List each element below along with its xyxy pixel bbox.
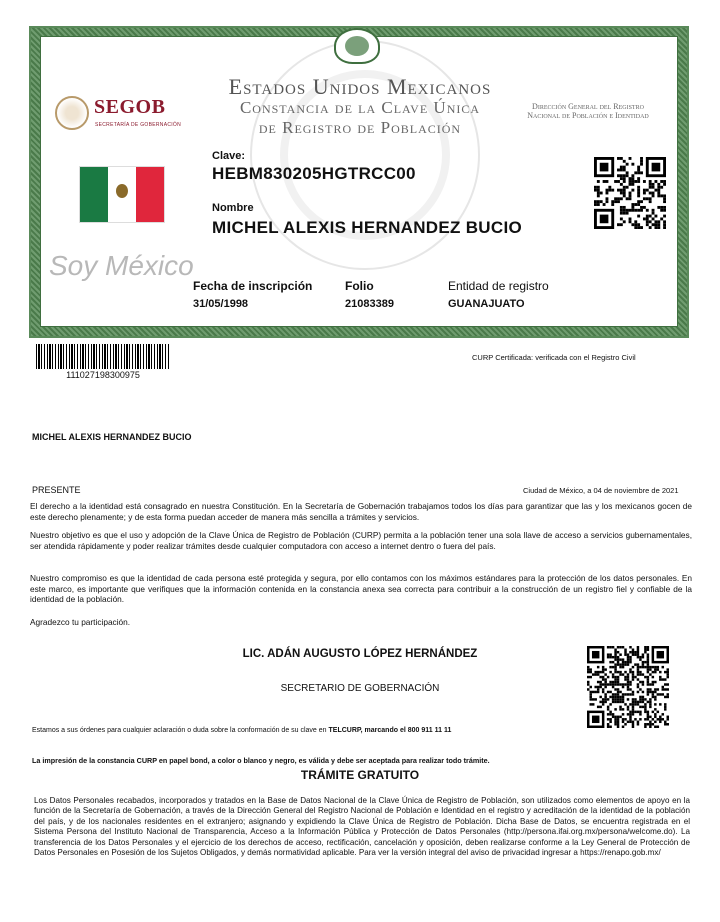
contact-line (32, 727, 451, 734)
print-validity-note: La impresión de la constancia CURP en papel bond, a color o blanco y negro, es válida y debe ser aceptada para realizar todo trámite. (32, 756, 490, 765)
telcurp-phone: TELCURP, marcando el 800 911 11 11 (328, 727, 452, 734)
clave-value: HEBM830205HGTRCC00 (212, 164, 416, 183)
soy-mexico-slogan: Soy México (49, 250, 194, 281)
clave-label: Clave: (212, 150, 246, 162)
presente-label: PRESENTE (32, 485, 81, 495)
paragraph-3: Nuestro compromiso es que la identidad de cada persona esté protegida y segura, por ello contamos con los máximos estándares para la protección de los datos personales. En este marco, es importante que verifiques que la información contenida en la constancia anexa sea correcta para contribuir a la construcción de un registro fiel y confiable de la identidad de la población. (30, 573, 692, 605)
entidad-label: Entidad de registro (448, 279, 549, 293)
free-procedure-title: TRÁMITE GRATUITO (300, 768, 420, 782)
thanks-text: Agradezco tu participación. (30, 617, 131, 627)
segob-seal-icon (55, 96, 89, 130)
country-title: Estados Unidos Mexicanos (228, 74, 492, 99)
folio-label: Folio (345, 279, 374, 293)
barcode-number: 111027198300975 (66, 370, 140, 380)
fecha-value: 31/05/1998 (193, 298, 249, 310)
segob-logo-subtitle: SECRETARÍA DE GOBERNACIÓN (95, 122, 182, 128)
nombre-value: MICHEL ALEXIS HERNANDEZ BUCIO (212, 218, 522, 237)
fecha-label: Fecha de inscripción (193, 279, 313, 293)
paragraph-1: El derecho a la identidad está consagrado en nuestra Constitución. En la Secretaría de Gobernación trabajamos todos los días para garantizar que las y los mexicanos gocen de este derecho plenamente; y de esta forma puedan acceder de manera más sencilla a trámites y servicios. (30, 501, 692, 522)
certificate-qr-code (594, 157, 666, 229)
segob-logo-text: SEGOB (94, 96, 166, 118)
national-crest-center (345, 36, 369, 56)
recipient-name: MICHEL ALEXIS HERNANDEZ BUCIO (32, 432, 192, 442)
nombre-label: Nombre (212, 202, 254, 214)
folio-value: 21083389 (345, 298, 394, 310)
barcode (36, 344, 170, 369)
place-date: Ciudad de México, a 04 de noviembre de 2021 (523, 486, 679, 495)
signer-name: LIC. ADÁN AUGUSTO LÓPEZ HERNÁNDEZ (242, 648, 478, 660)
mexican-flag-icon (79, 166, 165, 223)
paragraph-2: Nuestro objetivo es que el uso y adopción de la Clave Única de Registro de Población (CURP) permita a la población tener una sola llave de acceso a servicios gubernamentales, ser atendida rápidamente y poder realizar trámites desde cualquier computadora con acceso a internet dentro o fuera del país. (30, 530, 692, 551)
curp-certified-note: CURP Certificada: verificada con el Registro Civil (472, 353, 636, 362)
contact-prefix: Estamos a sus órdenes para cualquier aclaración o duda sobre la conformación de su clave en (32, 727, 329, 734)
registry-direction: Dirección General del Registro Nacional de Población e Identidad (527, 102, 649, 120)
document-title-line2: de Registro de Población (258, 118, 462, 137)
privacy-notice: Los Datos Personales recabados, incorporados y tratados en la Base de Datos Nacional de la Clave Única de Registro de Población, son utilizados como elementos de apoyo en la función de la Secretaría de Gobernación, a través de la Dirección General del Registro Nacional de Población e Identidad en el registro y acreditación de la identidad de la población del país, y de los nacionales residentes en el extranjero; asignando y expidiendo la Clave Única de Registro de Población. Dicha Base de Datos, se encuentra registrada en el Sistema Persona del Instituto Nacional de Transparencia, Acceso a la Información Pública y Protección de Datos Personales (http://persona.ifai.org.mx/persona/welcome.do). La transferencia de los Datos Personales y el ejercicio de los derechos de acceso, rectificación, cancelación y oposición, deben realizarse conforme a la Ley General de Protección de Datos Personales en Posesión de los Sujetos Obligados, y demás normatividad aplicable. Para ver la versión integral del aviso de privacidad ingresar a https://renapo.gob.mx/ (34, 796, 690, 858)
entidad-value: GUANAJUATO (448, 298, 525, 310)
signature-qr-code (587, 646, 669, 728)
document-title-line1: Constancia de la Clave Única (239, 98, 481, 117)
signer-title: SECRETARIO DE GOBERNACIÓN (280, 683, 440, 694)
